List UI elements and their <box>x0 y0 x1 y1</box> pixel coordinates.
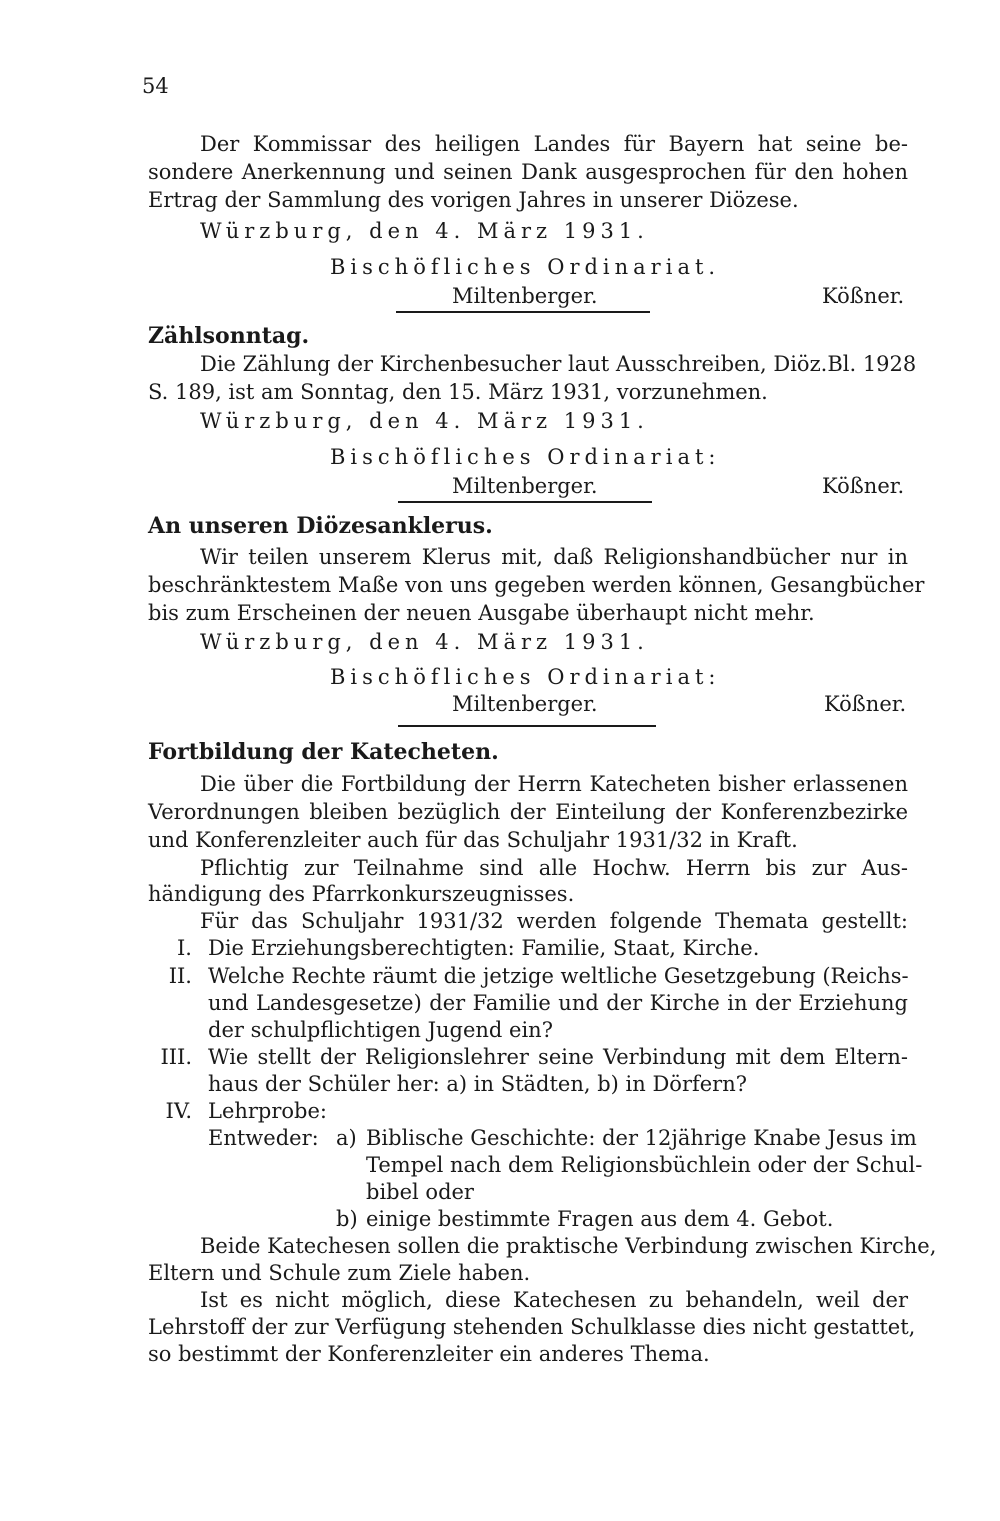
paragraph-line: Die über die Fortbildung der Herrn Katecheten bisher erlassenen <box>200 772 908 796</box>
date-line: Würzburg, den 4. März 1931. <box>200 219 649 243</box>
lehrprobe-a-label: a) <box>336 1126 357 1150</box>
signer-right: Kößner. <box>822 284 905 308</box>
paragraph-line: Pflichtig zur Teilnahme sind alle Hochw. Herrn bis zur Aus- <box>200 856 908 880</box>
signer-right: Kößner. <box>824 692 907 716</box>
lehrprobe-b-line: einige bestimmte Fragen aus dem 4. Gebot. <box>366 1207 834 1231</box>
paragraph-line: Der Kommissar des heiligen Landes für Bayern hat seine be- <box>200 132 908 156</box>
theme-line: Welche Rechte räumt die jetzige weltliche Gesetzgebung (Reichs- <box>208 964 909 988</box>
lehrprobe-a-line: Biblische Geschichte: der 12jährige Knabe Jesus im <box>366 1126 917 1150</box>
lehrprobe-a-line: bibel oder <box>366 1180 474 1204</box>
theme-line: Die Erziehungsberechtigten: Familie, Staat, Kirche. <box>208 936 760 960</box>
lehrprobe-a-line: Tempel nach dem Religionsbüchlein oder der Schul- <box>366 1153 923 1177</box>
paragraph-line: Für das Schuljahr 1931/32 werden folgende Themata gestellt: <box>200 909 908 933</box>
paragraph-line: Ertrag der Sammlung des vorigen Jahres in unserer Diözese. <box>148 188 799 212</box>
section-heading: Zählsonntag. <box>148 323 310 349</box>
signer-left: Miltenberger. <box>452 692 598 716</box>
theme-number: II. <box>168 964 192 988</box>
theme-number: IV. <box>165 1099 192 1123</box>
paragraph-line: und Konferenzleiter auch für das Schuljahr 1931/32 in Kraft. <box>148 828 798 852</box>
section-heading: An unseren Diözesanklerus. <box>148 513 493 539</box>
signer-left: Miltenberger. <box>452 284 598 308</box>
section-divider <box>398 501 652 503</box>
theme-line: Wie stellt der Religionslehrer seine Verbindung mit dem Eltern- <box>208 1045 908 1069</box>
paragraph-line: beschränktestem Maße von uns gegeben werden können, Gesangbücher <box>148 573 925 597</box>
date-line: Würzburg, den 4. März 1931. <box>200 630 649 654</box>
paragraph-line: bis zum Erscheinen der neuen Ausgabe überhaupt nicht mehr. <box>148 601 815 625</box>
signer-left: Miltenberger. <box>452 474 598 498</box>
paragraph-line: Eltern und Schule zum Ziele haben. <box>148 1261 531 1285</box>
paragraph-line: Lehrstoff der zur Verfügung stehenden Schulklasse dies nicht gestattet, <box>148 1315 916 1339</box>
section-divider <box>398 725 656 727</box>
theme-line: der schulpflichtigen Jugend ein? <box>208 1018 553 1042</box>
date-line: Würzburg, den 4. März 1931. <box>200 409 649 433</box>
office-line: Bischöfliches Ordinariat: <box>330 445 721 469</box>
section-heading: Fortbildung der Katecheten. <box>148 739 499 765</box>
paragraph-line: so bestimmt der Konferenzleiter ein anderes Thema. <box>148 1342 710 1366</box>
section-divider <box>396 311 650 313</box>
office-line: Bischöfliches Ordinariat. <box>330 255 721 279</box>
theme-line: haus der Schüler her: a) in Städten, b) in Dörfern? <box>208 1072 748 1096</box>
paragraph-line: Verordnungen bleiben bezüglich der Einteilung der Konferenzbezirke <box>148 800 908 824</box>
theme-line: Lehrprobe: <box>208 1099 328 1123</box>
lehrprobe-either: Entweder: <box>208 1126 319 1150</box>
page-number: 54 <box>142 74 169 98</box>
paragraph-line: Die Zählung der Kirchenbesucher laut Ausschreiben, Diöz.Bl. 1928 <box>200 352 917 376</box>
theme-line: und Landesgesetze) der Familie und der Kirche in der Erziehung <box>208 991 908 1015</box>
lehrprobe-b-label: b) <box>336 1207 358 1231</box>
signer-right: Kößner. <box>822 474 905 498</box>
theme-number: III. <box>160 1045 192 1069</box>
paragraph-line: Ist es nicht möglich, diese Katechesen zu behandeln, weil der <box>200 1288 908 1312</box>
office-line: Bischöfliches Ordinariat: <box>330 665 721 689</box>
paragraph-line: Beide Katechesen sollen die praktische Verbindung zwischen Kirche, <box>200 1234 937 1258</box>
paragraph-line: sondere Anerkennung und seinen Dank ausgesprochen für den hohen <box>148 160 908 184</box>
paragraph-line: händigung des Pfarrkonkurszeugnisses. <box>148 882 575 906</box>
paragraph-line: S. 189, ist am Sonntag, den 15. März 1931, vorzunehmen. <box>148 380 768 404</box>
theme-number: I. <box>177 936 192 960</box>
paragraph-line: Wir teilen unserem Klerus mit, daß Religionshandbücher nur in <box>200 545 908 569</box>
